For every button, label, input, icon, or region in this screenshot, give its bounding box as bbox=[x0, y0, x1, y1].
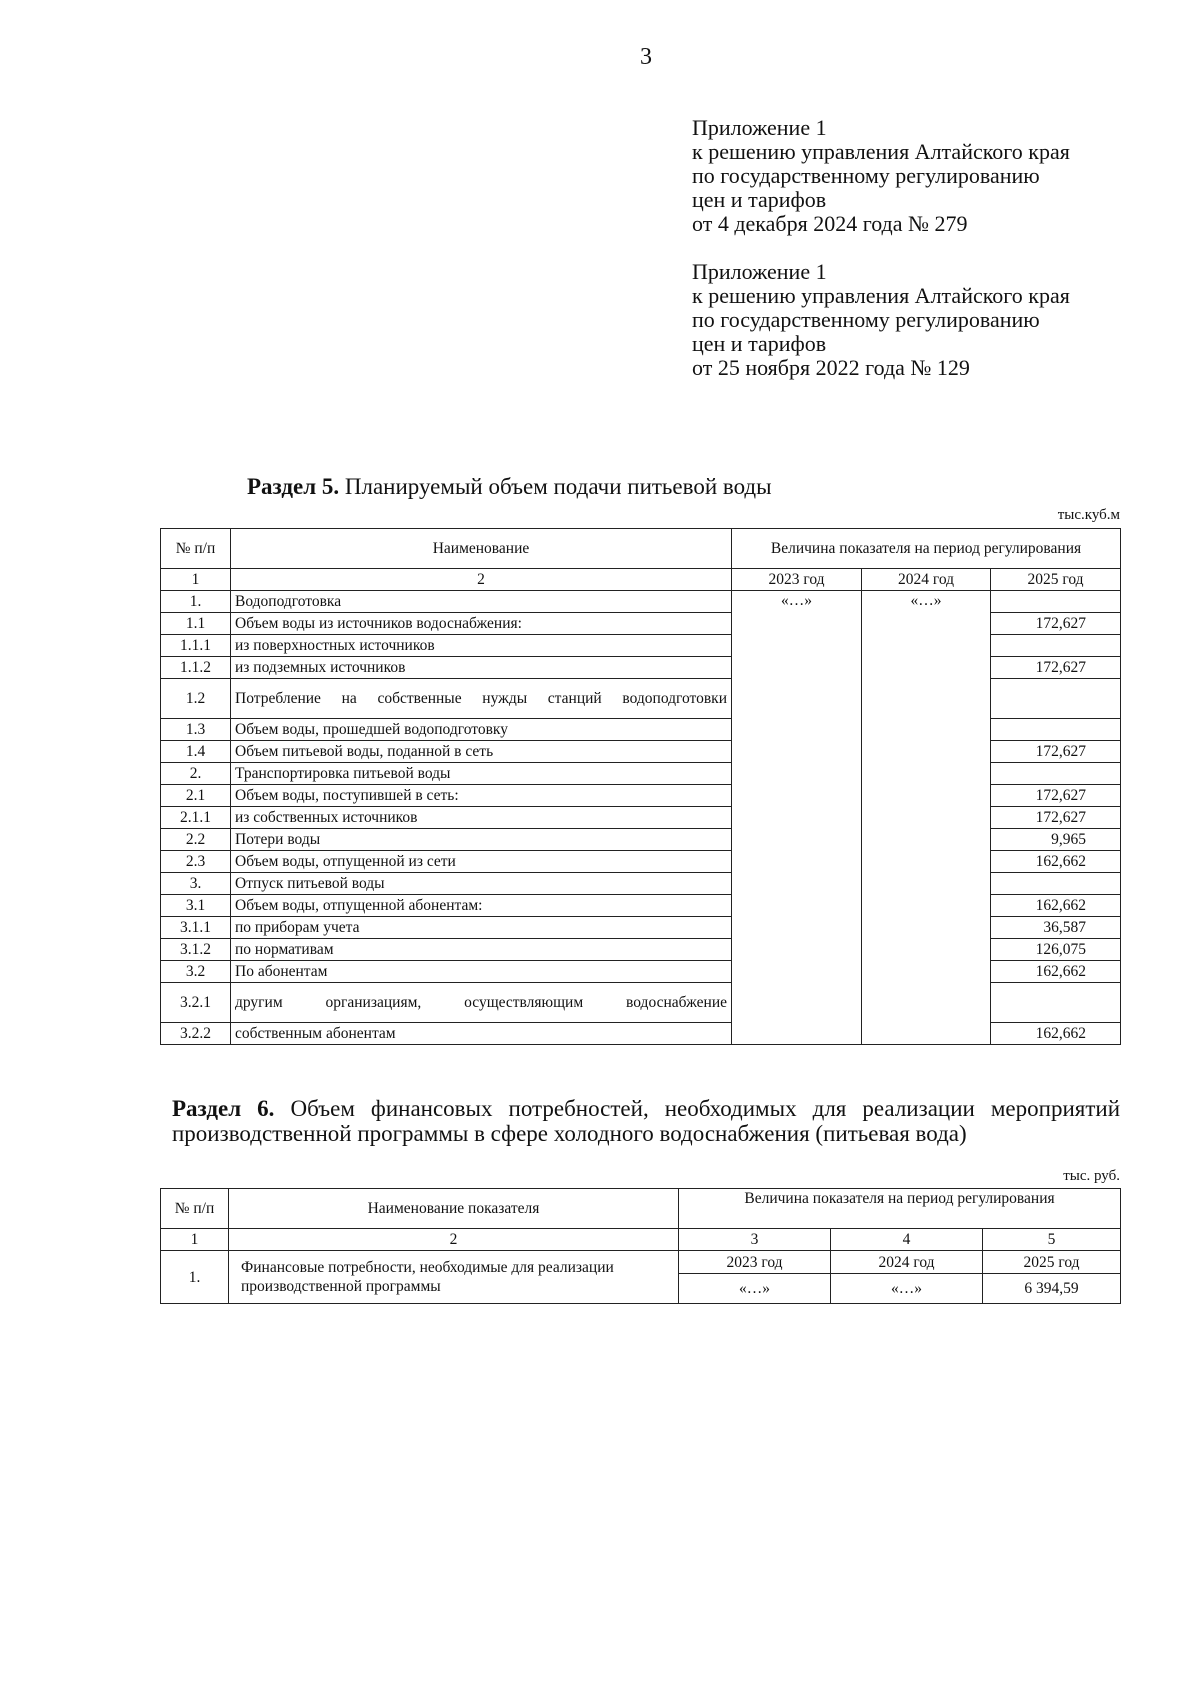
row-num: 2.3 bbox=[161, 851, 231, 873]
row-value-2025: 9,965 bbox=[991, 829, 1121, 851]
row-value-2024: «…» bbox=[862, 591, 991, 1045]
header-num: № п/п bbox=[161, 1189, 229, 1229]
row-value-2025: 126,075 bbox=[991, 939, 1121, 961]
row-value-2025: 172,627 bbox=[991, 785, 1121, 807]
row-value-2025: 162,662 bbox=[991, 895, 1121, 917]
appendix-line: к решению управления Алтайского края bbox=[692, 283, 1070, 308]
appendix-line: Приложение 1 bbox=[692, 259, 827, 284]
section5-title bbox=[247, 474, 772, 500]
section5-table bbox=[160, 528, 1121, 1045]
row-name: другим организациям, осуществляющим водоснабжение bbox=[231, 983, 732, 1023]
row-value-2025: 172,627 bbox=[991, 613, 1121, 635]
row-year-2025: 2025 год bbox=[983, 1251, 1121, 1274]
row-num: 1. bbox=[161, 591, 231, 613]
row-name: Водоподготовка bbox=[231, 591, 732, 613]
section5-unit: тыс.куб.м bbox=[1057, 507, 1120, 523]
row-value-2025 bbox=[991, 591, 1121, 613]
row-name: По абонентам bbox=[231, 961, 732, 983]
row-num: 2.2 bbox=[161, 829, 231, 851]
row-num: 2.1 bbox=[161, 785, 231, 807]
row-num: 3.1 bbox=[161, 895, 231, 917]
appendix-line: от 4 декабря 2024 года № 279 bbox=[692, 211, 968, 236]
row-num: 1.3 bbox=[161, 719, 231, 741]
row-value-2023: «…» bbox=[679, 1274, 831, 1304]
row-value-2024: «…» bbox=[831, 1274, 983, 1304]
row-name: Объем воды, поступившей в сеть: bbox=[231, 785, 732, 807]
section5-title-bold: Раздел 5. bbox=[247, 474, 340, 499]
row-num: 1.2 bbox=[161, 679, 231, 719]
row-value-2025: 36,587 bbox=[991, 917, 1121, 939]
header-col2: 2 bbox=[229, 1229, 679, 1251]
row-name: Потери воды bbox=[231, 829, 732, 851]
section5-title-rest: Планируемый объем подачи питьевой воды bbox=[339, 474, 772, 499]
row-value-2025: 6 394,59 bbox=[983, 1274, 1121, 1304]
row-name: Объем воды, отпущенной абонентам: bbox=[231, 895, 732, 917]
row-num: 2.1.1 bbox=[161, 807, 231, 829]
section6-title bbox=[172, 1096, 1120, 1146]
row-name: по нормативам bbox=[231, 939, 732, 961]
appendix-line: к решению управления Алтайского края bbox=[692, 139, 1070, 164]
row-name: Объем воды, прошедшей водоподготовку bbox=[231, 719, 732, 741]
row-num: 1.1.2 bbox=[161, 657, 231, 679]
appendix-line: по государственному регулированию bbox=[692, 163, 1040, 188]
section6-table bbox=[160, 1188, 1121, 1304]
row-name: Объем питьевой воды, поданной в сеть bbox=[231, 741, 732, 763]
row-num: 3.2.1 bbox=[161, 983, 231, 1023]
header-col1: 1 bbox=[161, 1229, 229, 1251]
row-year-2023: 2023 год bbox=[679, 1251, 831, 1274]
row-name: из подземных источников bbox=[231, 657, 732, 679]
header-col5: 5 bbox=[983, 1229, 1121, 1251]
appendix-line: цен и тарифов bbox=[692, 331, 827, 356]
row-value-2025: 162,662 bbox=[991, 1023, 1121, 1045]
appendix-previous bbox=[692, 260, 1070, 380]
header-col2: 2 bbox=[231, 569, 732, 591]
row-name: Финансовые потребности, необходимые для реализации производственной программы bbox=[229, 1251, 679, 1304]
header-name: Наименование bbox=[231, 529, 732, 569]
row-num: 1.4 bbox=[161, 741, 231, 763]
row-value-2025 bbox=[991, 719, 1121, 741]
appendix-line: от 25 ноября 2022 года № 129 bbox=[692, 355, 970, 380]
header-value-period: Величина показателя на период регулирования bbox=[732, 529, 1121, 569]
page-number: 3 bbox=[640, 44, 652, 70]
row-name: из собственных источников bbox=[231, 807, 732, 829]
section6-title-bold: Раздел 6. bbox=[172, 1096, 275, 1121]
table-row bbox=[161, 591, 1121, 613]
header-num: № п/п bbox=[161, 529, 231, 569]
appendix-current bbox=[692, 116, 1070, 236]
header-col1: 1 bbox=[161, 569, 231, 591]
header-name: Наименование показателя bbox=[229, 1189, 679, 1229]
row-num: 3.2 bbox=[161, 961, 231, 983]
row-name: Потребление на собственные нужды станций водоподготовки bbox=[231, 679, 732, 719]
header-2024: 2024 год bbox=[862, 569, 991, 591]
row-name: Отпуск питьевой воды bbox=[231, 873, 732, 895]
row-name: по приборам учета bbox=[231, 917, 732, 939]
row-value-2025: 162,662 bbox=[991, 961, 1121, 983]
row-name: из поверхностных источников bbox=[231, 635, 732, 657]
section6-title-rest: Объем финансовых потребностей, необходимых для реализации мероприятий производственной программы в сфере холодного водоснабжения (питьевая вода) bbox=[172, 1096, 1121, 1146]
header-2023: 2023 год bbox=[732, 569, 862, 591]
header-value-period: Величина показателя на период регулирования bbox=[679, 1189, 1121, 1229]
row-value-2025: 172,627 bbox=[991, 807, 1121, 829]
row-value-2025 bbox=[991, 983, 1121, 1023]
row-name: Объем воды из источников водоснабжения: bbox=[231, 613, 732, 635]
row-value-2025: 172,627 bbox=[991, 657, 1121, 679]
row-value-2025 bbox=[991, 635, 1121, 657]
row-name: Объем воды, отпущенной из сети bbox=[231, 851, 732, 873]
appendix-line: цен и тарифов bbox=[692, 187, 827, 212]
appendix-line: по государственному регулированию bbox=[692, 307, 1040, 332]
row-value-2025: 162,662 bbox=[991, 851, 1121, 873]
row-value-2025 bbox=[991, 873, 1121, 895]
row-num: 3.1.1 bbox=[161, 917, 231, 939]
row-num: 3.1.2 bbox=[161, 939, 231, 961]
row-num: 1.1.1 bbox=[161, 635, 231, 657]
row-year-2024: 2024 год bbox=[831, 1251, 983, 1274]
row-value-2025 bbox=[991, 679, 1121, 719]
row-name: Транспортировка питьевой воды bbox=[231, 763, 732, 785]
row-num: 1. bbox=[161, 1251, 229, 1304]
row-num: 1.1 bbox=[161, 613, 231, 635]
row-value-2023: «…» bbox=[732, 591, 862, 1045]
section6-unit: тыс. руб. bbox=[1063, 1168, 1120, 1184]
row-num: 3.2.2 bbox=[161, 1023, 231, 1045]
row-value-2025: 172,627 bbox=[991, 741, 1121, 763]
row-num: 2. bbox=[161, 763, 231, 785]
header-col4: 4 bbox=[831, 1229, 983, 1251]
row-num: 3. bbox=[161, 873, 231, 895]
header-2025: 2025 год bbox=[991, 569, 1121, 591]
header-col3: 3 bbox=[679, 1229, 831, 1251]
row-name: собственным абонентам bbox=[231, 1023, 732, 1045]
row-value-2025 bbox=[991, 763, 1121, 785]
appendix-line: Приложение 1 bbox=[692, 115, 827, 140]
